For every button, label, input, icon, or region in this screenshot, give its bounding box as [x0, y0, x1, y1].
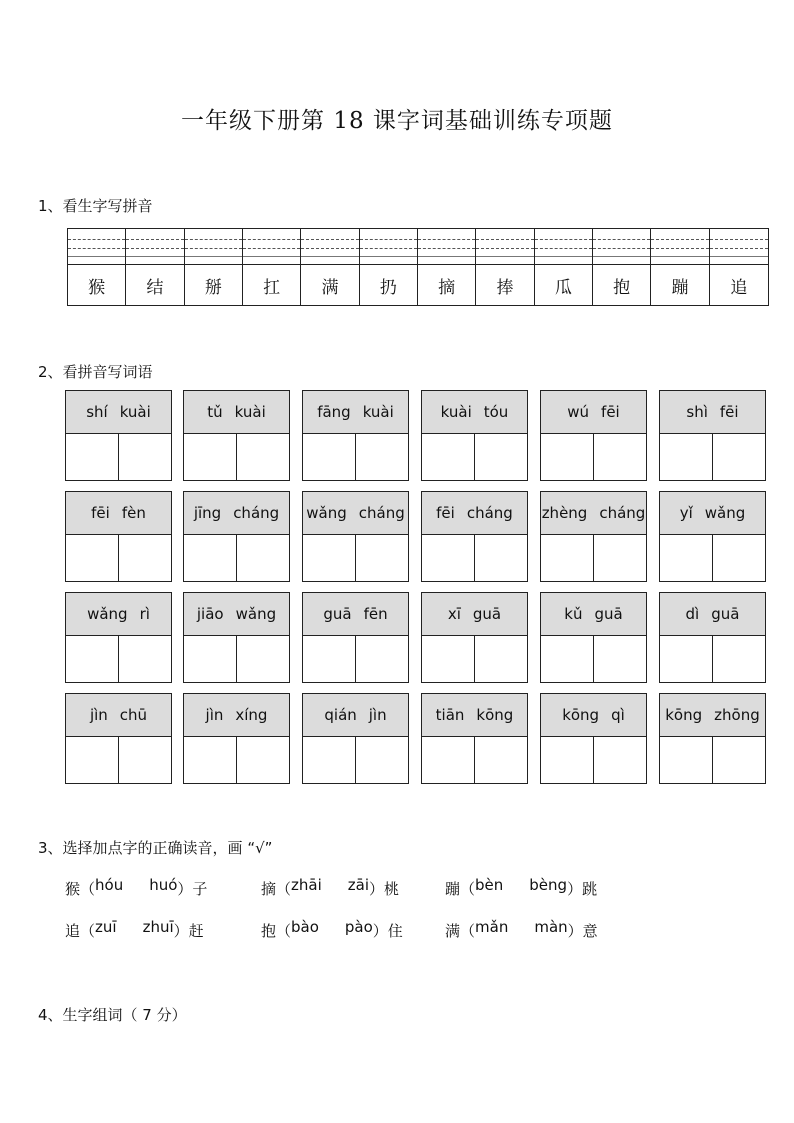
answer-cell[interactable]: [475, 737, 527, 783]
pinyin-prompt: [541, 593, 646, 636]
answer-cell[interactable]: [475, 434, 527, 480]
pinyin-prompt: [660, 593, 765, 636]
word-box: [540, 592, 647, 683]
word-box: [183, 491, 290, 582]
pinyin-syllable: kuài: [362, 403, 394, 421]
answer-cell[interactable]: [713, 737, 765, 783]
pronunciation-item: [261, 878, 399, 899]
answer-cell[interactable]: [594, 737, 646, 783]
answer-cell[interactable]: [303, 535, 356, 581]
pinyin-prompt: [184, 492, 289, 535]
answer-cell[interactable]: [356, 535, 408, 581]
pinyin-syllable: cháng: [233, 504, 280, 522]
option-a[interactable]: bào: [291, 918, 319, 936]
answer-cell[interactable]: [184, 434, 237, 480]
pinyin-syllable: cháng: [466, 504, 513, 522]
pinyin-syllable: jìn: [368, 706, 387, 724]
item-suffix: ）桃: [369, 880, 400, 898]
character: 扛: [263, 277, 281, 298]
answer-cell[interactable]: [303, 636, 356, 682]
option-a[interactable]: mǎn: [475, 918, 509, 936]
pinyin-syllable: fēi: [601, 403, 620, 421]
item-prefix: 满（: [445, 922, 476, 940]
answer-cell[interactable]: [66, 636, 119, 682]
pinyin-syllable: guā: [472, 605, 502, 623]
answer-cell[interactable]: [541, 737, 594, 783]
answer-cell[interactable]: [119, 636, 171, 682]
char-cell: [243, 229, 301, 305]
pinyin-syllable: guā: [323, 605, 352, 623]
item-prefix: 摘（: [261, 880, 292, 898]
word-box: [65, 390, 172, 481]
pinyin-answer-lines[interactable]: [651, 229, 708, 265]
pinyin-prompt: [184, 593, 289, 636]
word-box: [65, 693, 172, 784]
pronunciation-item: [445, 878, 597, 899]
pinyin-syllable: wú: [567, 403, 590, 421]
answer-cell[interactable]: [237, 636, 289, 682]
pinyin-syllable: jiāo: [196, 605, 224, 623]
pinyin-prompt: [541, 694, 646, 737]
char-cell: [68, 229, 126, 305]
character: 摘: [438, 277, 456, 298]
answer-cell[interactable]: [713, 636, 765, 682]
word-box: [65, 491, 172, 582]
section4-heading: 4、生字组词（ 7 分）: [38, 1006, 187, 1024]
char-cell: [535, 229, 593, 305]
page-title: 一年级下册第 18 课字词基础训练专项题: [181, 108, 613, 134]
pinyin-prompt: [660, 391, 765, 434]
item-suffix: ）赶: [173, 922, 204, 940]
item-suffix: ）跳: [567, 880, 598, 898]
word-box: [659, 491, 766, 582]
word-box: [540, 693, 647, 784]
word-box: [302, 390, 409, 481]
answer-cell[interactable]: [660, 737, 713, 783]
pinyin-syllable: kōng: [476, 706, 514, 724]
pinyin-syllable: fēi: [436, 504, 455, 522]
pinyin-prompt: [303, 492, 408, 535]
pinyin-prompt: [422, 694, 527, 737]
answer-cell[interactable]: [184, 535, 237, 581]
pinyin-syllable: fāng: [317, 403, 351, 421]
pinyin-prompt: [422, 593, 527, 636]
item-suffix: ）意: [567, 922, 598, 940]
pinyin-syllable: xíng: [235, 706, 268, 724]
pinyin-answer-lines[interactable]: [710, 229, 768, 265]
pinyin-syllable: zhèng: [541, 504, 588, 522]
char-cell: [185, 229, 243, 305]
char-cell: [651, 229, 709, 305]
answer-cell[interactable]: [422, 737, 475, 783]
pinyin-syllable: qì: [611, 706, 625, 724]
char-cell: [301, 229, 359, 305]
answer-cell[interactable]: [422, 636, 475, 682]
answer-cell[interactable]: [422, 535, 475, 581]
answer-cell[interactable]: [541, 434, 594, 480]
item-suffix: ）住: [372, 922, 403, 940]
pinyin-syllable: kǔ: [564, 605, 583, 623]
answer-cell[interactable]: [119, 535, 171, 581]
char-cell: [710, 229, 768, 305]
word-box: [421, 390, 528, 481]
character: 捧: [496, 277, 514, 298]
pinyin-syllable: dì: [685, 605, 700, 623]
pinyin-syllable: jìn: [205, 706, 224, 724]
pinyin-syllable: shì: [686, 403, 708, 421]
pinyin-syllable: rì: [139, 605, 150, 623]
pinyin-syllable: tiān: [435, 706, 465, 724]
pinyin-answer-lines[interactable]: [126, 229, 183, 265]
word-box: [65, 592, 172, 683]
word-box: [659, 390, 766, 481]
pinyin-answer-lines[interactable]: [476, 229, 533, 265]
option-a[interactable]: zuī: [95, 918, 117, 936]
pinyin-prompt: [422, 492, 527, 535]
pinyin-prompt: [184, 694, 289, 737]
pronunciation-item: [445, 920, 598, 941]
character: 掰: [204, 277, 222, 298]
pinyin-prompt: [660, 694, 765, 737]
pinyin-answer-lines[interactable]: [593, 229, 650, 265]
word-box: [302, 693, 409, 784]
answer-cell[interactable]: [356, 737, 408, 783]
pinyin-syllable: tóu: [483, 403, 509, 421]
pinyin-syllable: cháng: [358, 504, 405, 522]
pinyin-syllable: chū: [119, 706, 148, 724]
pinyin-answer-lines[interactable]: [535, 229, 592, 265]
pinyin-syllable: yǐ: [679, 504, 693, 522]
pinyin-syllable: jìn: [89, 706, 108, 724]
char-cell: [360, 229, 418, 305]
pinyin-prompt: [303, 694, 408, 737]
pinyin-prompt: [303, 593, 408, 636]
word-box: [183, 390, 290, 481]
word-box: [183, 693, 290, 784]
option-a[interactable]: bèn: [475, 876, 504, 894]
option-b[interactable]: zhuī: [142, 918, 174, 936]
pinyin-syllable: fēn: [363, 605, 388, 623]
option-b[interactable]: pào: [344, 918, 373, 936]
answer-cell[interactable]: [475, 636, 527, 682]
char-cell: [418, 229, 476, 305]
option-a[interactable]: zhāi: [291, 876, 322, 894]
pinyin-syllable: guā: [594, 605, 623, 623]
pinyin-syllable: wǎng: [306, 504, 347, 522]
word-box: [302, 491, 409, 582]
answer-cell[interactable]: [594, 434, 646, 480]
pinyin-syllable: kuài: [119, 403, 151, 421]
item-prefix: 抱（: [261, 922, 292, 940]
pinyin-prompt: [66, 492, 171, 535]
character: 蹦: [671, 277, 689, 298]
pinyin-syllable: guā: [711, 605, 740, 623]
character: 结: [146, 277, 164, 298]
pinyin-syllable: wǎng: [235, 605, 277, 623]
character: 满: [321, 277, 339, 298]
pinyin-prompt: [184, 391, 289, 434]
answer-cell[interactable]: [660, 636, 713, 682]
pinyin-syllable: kuài: [440, 403, 472, 421]
pinyin-syllable: zhōng: [714, 706, 760, 724]
pinyin-answer-lines[interactable]: [185, 229, 242, 265]
answer-cell[interactable]: [66, 737, 119, 783]
pronunciation-item: [261, 920, 403, 941]
word-box: [421, 491, 528, 582]
char-cell: [126, 229, 184, 305]
pinyin-prompt: [66, 593, 171, 636]
answer-cell[interactable]: [66, 434, 119, 480]
pinyin-answer-lines[interactable]: [68, 229, 125, 265]
word-box: [540, 390, 647, 481]
pinyin-syllable: wǎng: [87, 605, 128, 623]
word-box: [421, 693, 528, 784]
pinyin-prompt: [66, 694, 171, 737]
item-prefix: 猴（: [65, 880, 96, 898]
answer-cell[interactable]: [237, 535, 289, 581]
answer-cell[interactable]: [303, 434, 356, 480]
pinyin-syllable: fēi: [719, 403, 739, 421]
item-suffix: ）子: [177, 880, 208, 898]
word-box: [659, 592, 766, 683]
answer-cell[interactable]: [541, 535, 594, 581]
answer-cell[interactable]: [66, 535, 119, 581]
pinyin-syllable: kōng: [665, 706, 703, 724]
pinyin-syllable: qián: [324, 706, 357, 724]
pronunciation-item: [65, 920, 204, 941]
word-box: [183, 592, 290, 683]
option-b[interactable]: huó: [149, 876, 178, 894]
item-prefix: 追（: [65, 922, 96, 940]
character: 抱: [613, 277, 631, 298]
pinyin-syllable: fēi: [91, 504, 110, 522]
pronunciation-item: [65, 878, 207, 899]
char-cell: [593, 229, 651, 305]
pinyin-syllable: cháng: [599, 504, 646, 522]
pinyin-answer-lines[interactable]: [243, 229, 300, 265]
section2-heading: 2、看拼音写词语: [38, 363, 153, 381]
answer-cell[interactable]: [713, 535, 765, 581]
pinyin-syllable: fèn: [121, 504, 146, 522]
character: 猴: [88, 277, 106, 298]
answer-cell[interactable]: [422, 434, 475, 480]
word-box: [302, 592, 409, 683]
answer-cell[interactable]: [119, 434, 171, 480]
answer-cell[interactable]: [660, 535, 713, 581]
pinyin-prompt: [303, 391, 408, 434]
pinyin-syllable: kuài: [234, 403, 266, 421]
answer-cell[interactable]: [660, 434, 713, 480]
answer-cell[interactable]: [475, 535, 527, 581]
pinyin-syllable: shí: [86, 403, 108, 421]
option-b[interactable]: zāi: [347, 876, 369, 894]
answer-cell[interactable]: [303, 737, 356, 783]
answer-cell[interactable]: [119, 737, 171, 783]
answer-cell[interactable]: [237, 737, 289, 783]
pinyin-writing-grid: [67, 228, 769, 306]
option-a[interactable]: hóu: [95, 876, 124, 894]
option-b[interactable]: bèng: [529, 876, 568, 894]
pinyin-answer-lines[interactable]: [301, 229, 358, 265]
section1-heading: 1、看生字写拼音: [38, 197, 153, 215]
answer-cell[interactable]: [356, 434, 408, 480]
pinyin-syllable: jīng: [193, 504, 222, 522]
section3-heading: 3、选择加点字的正确读音，画 “√”: [38, 839, 273, 857]
answer-cell[interactable]: [594, 535, 646, 581]
pinyin-syllable: xī: [447, 605, 461, 623]
answer-cell[interactable]: [594, 636, 646, 682]
character: 追: [730, 277, 748, 298]
answer-cell[interactable]: [713, 434, 765, 480]
char-cell: [476, 229, 534, 305]
pinyin-prompt: [541, 391, 646, 434]
pinyin-answer-lines[interactable]: [360, 229, 417, 265]
pinyin-prompt: [660, 492, 765, 535]
pinyin-prompt: [541, 492, 646, 535]
option-b[interactable]: màn: [534, 918, 568, 936]
word-box: [659, 693, 766, 784]
word-box: [540, 491, 647, 582]
answer-cell[interactable]: [184, 737, 237, 783]
pinyin-prompt: [422, 391, 527, 434]
pinyin-syllable: kōng: [562, 706, 600, 724]
character: 扔: [379, 277, 397, 298]
answer-cell[interactable]: [356, 636, 408, 682]
pinyin-prompt: [66, 391, 171, 434]
answer-cell[interactable]: [237, 434, 289, 480]
answer-cell[interactable]: [541, 636, 594, 682]
answer-cell[interactable]: [184, 636, 237, 682]
character: 瓜: [554, 277, 572, 298]
item-prefix: 蹦（: [445, 880, 476, 898]
word-box: [421, 592, 528, 683]
pinyin-syllable: tǔ: [207, 403, 223, 421]
pinyin-syllable: wǎng: [704, 504, 746, 522]
pinyin-answer-lines[interactable]: [418, 229, 475, 265]
